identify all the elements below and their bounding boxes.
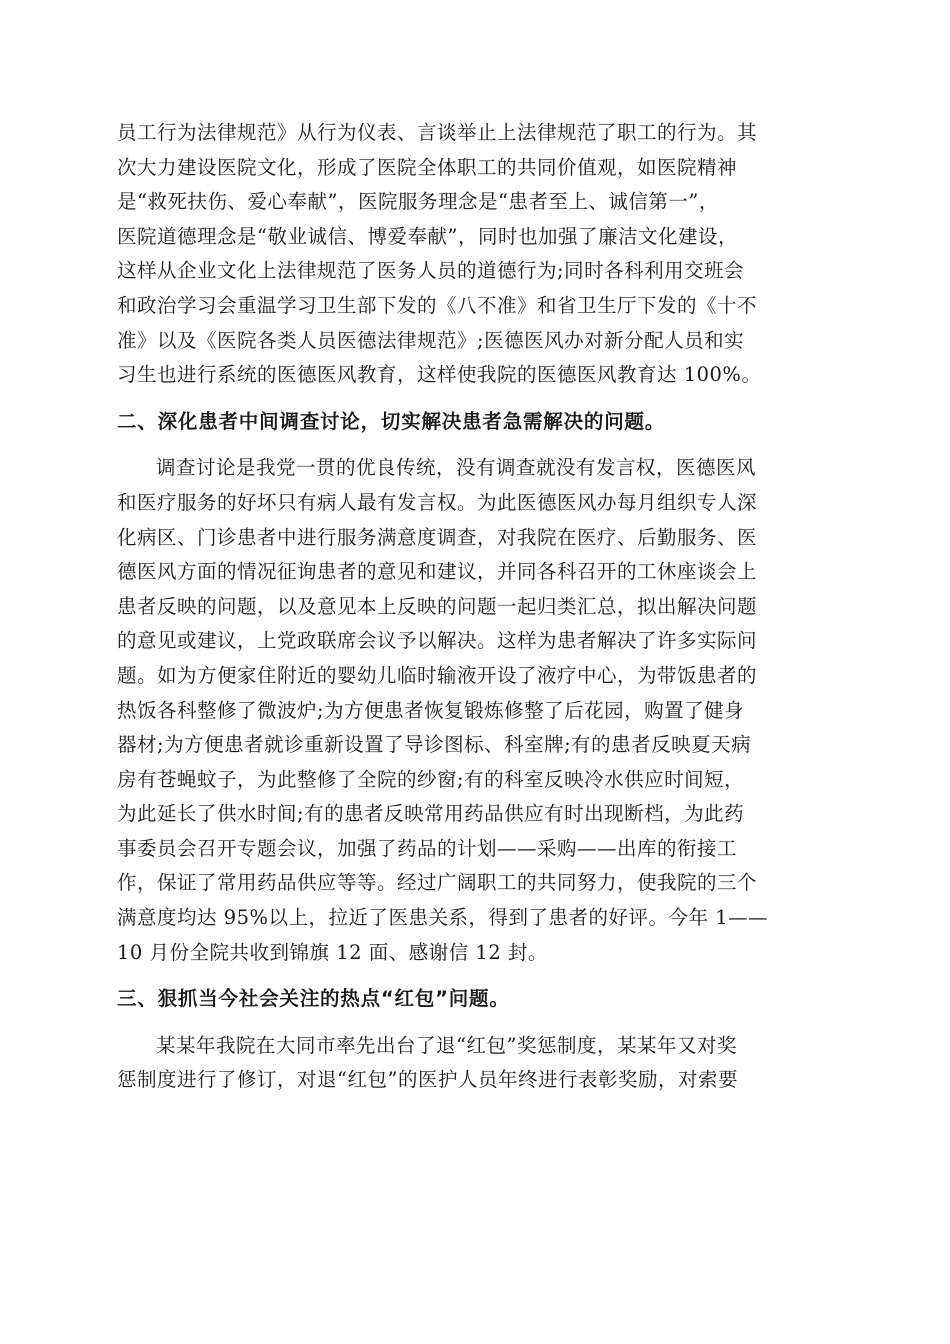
text-line: 房有苍蝇蚊子，为此整修了全院的纱窗;有的科室反映冷水供应时间短， <box>117 767 745 791</box>
text-line: 某某年我院在大同市率先出台了退“红包”奖惩制度，某某年又对奖 <box>156 1033 737 1057</box>
paragraph-3 <box>117 1029 835 1098</box>
text-line: 德医风方面的情况征询患者的意见和建议，并同各科召开的工休座谈会上 <box>117 560 758 584</box>
section-heading-2: 二、深化患者中间调查讨论，切实解决患者急需解决的问题。 <box>117 409 666 433</box>
paragraph-1 <box>117 116 835 393</box>
text-line: 习生也进行系统的医德医风教育，这样使我院的医德医风教育达 100%。 <box>117 363 762 387</box>
text-line: 化病区、门诊患者中进行服务满意度调查，对我院在医疗、后勤服务、医 <box>117 525 758 549</box>
text-line: 满意度均达 95%以上，拉近了医患关系，得到了患者的好评。今年 1—— <box>117 906 769 930</box>
text-line: 次大力建设医院文化，形成了医院全体职工的共同价值观，如医院精神 <box>117 155 738 179</box>
text-line: 是“救死扶伤、爱心奉献”，医院服务理念是“患者至上、诚信第一”， <box>117 190 719 214</box>
document-body <box>117 116 835 1098</box>
text-line: 和政治学习会重温学习卫生部下发的《八不准》和省卫生厅下发的《十不 <box>117 293 758 317</box>
text-line: 为此延长了供水时间;有的患者反映常用药品供应有时出现断档，为此药 <box>117 802 745 826</box>
text-line: 的意见或建议，上党政联席会议予以解决。这样为患者解决了许多实际问 <box>117 629 758 653</box>
text-line: 作，保证了常用药品供应等等。经过广阔职工的共同努力，使我院的三个 <box>117 871 758 895</box>
text-line: 惩制度进行了修订，对退“红包”的医护人员年终进行表彰奖励，对索要 <box>117 1068 738 1092</box>
text-line: 员工行为法律规范》从行为仪表、言谈举止上法律规范了职工的行为。其 <box>117 121 758 144</box>
text-line: 10 月份全院共收到锦旗 12 面、感谢信 12 封。 <box>117 940 548 964</box>
text-line: 器材;为方便患者就诊重新设置了导诊图标、科室牌;有的患者反映夏天病 <box>117 733 752 757</box>
text-line: 准》以及《医院各类人员医德法律规范》;医德医风办对新分配人员和实 <box>117 328 745 352</box>
text-line: 这样从企业文化上法律规范了医务人员的道德行为;同时各科利用交班会 <box>117 259 745 283</box>
text-line: 事委员会召开专题会议，加强了药品的计划——采购——出库的衔接工 <box>117 836 738 860</box>
text-line: 和医疗服务的好坏只有病人最有发言权。为此医德医风办每月组织专人深 <box>117 490 758 514</box>
paragraph-2 <box>117 451 835 970</box>
text-line: 题。如为方便家住附近的婴幼儿临时输液开设了液疗中心，为带饭患者的 <box>117 663 758 687</box>
text-line: 患者反映的问题，以及意见本上反映的问题一起归类汇总，拟出解决问题 <box>117 594 758 618</box>
section-heading-3: 三、狠抓当今社会关注的热点“红包”问题。 <box>117 987 510 1011</box>
text-line: 调查讨论是我党一贯的优良传统，没有调查就没有发言权，医德医风 <box>156 456 757 480</box>
text-line: 医院道德理念是“敬业诚信、博爱奉献”，同时也加强了廉洁文化建设， <box>117 224 738 248</box>
text-line: 热饭各科整修了微波炉;为方便患者恢复锻炼修整了后花园，购置了健身 <box>117 698 745 722</box>
